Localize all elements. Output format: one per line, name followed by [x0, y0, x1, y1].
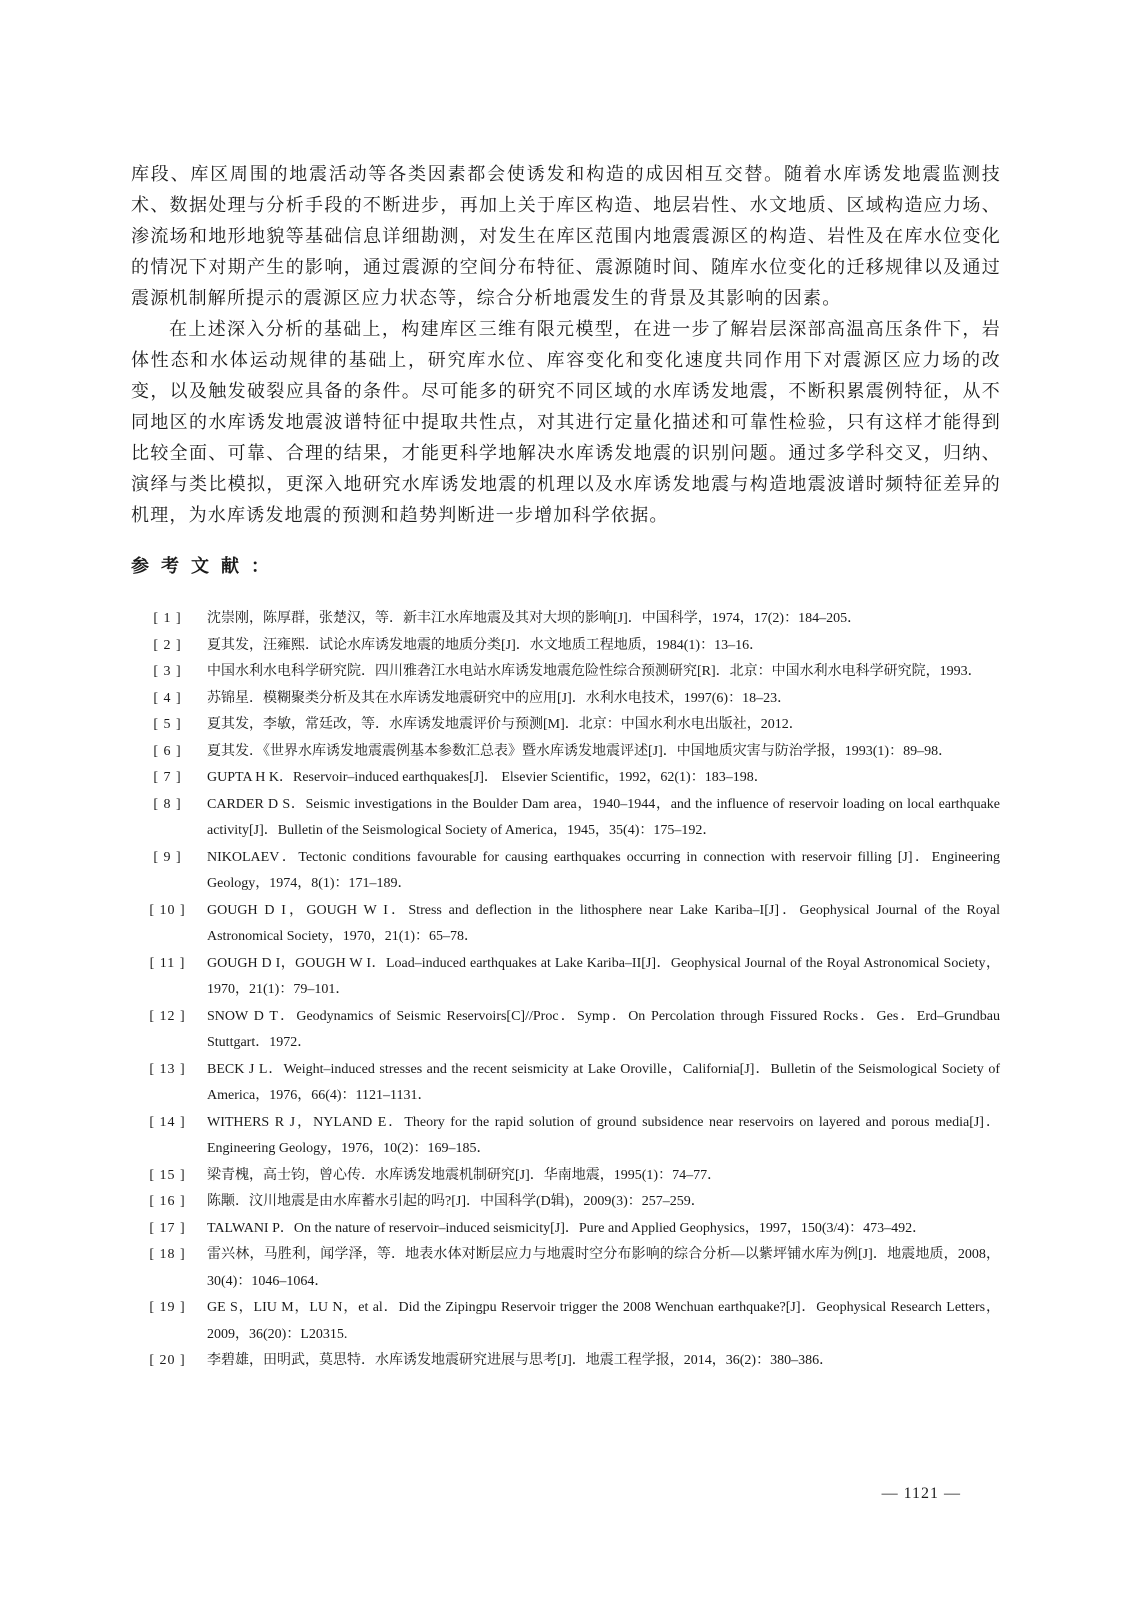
reference-item — [140, 712, 1000, 739]
reference-text: 陈颙．汶川地震是由水库蓄水引起的吗?[J]．中国科学(D辑)，2009(3)：257–259． — [207, 1194, 705, 1209]
reference-text: 李碧雄，田明武，莫思特．水库诱发地震研究进展与思考[J]．地震工程学报，2014，36(2)：380–386． — [207, 1353, 834, 1368]
reference-number: [ 20 ] — [149, 1353, 186, 1368]
reference-item — [140, 606, 1000, 633]
reference-item — [140, 1295, 1000, 1348]
reference-item — [140, 845, 1000, 898]
reference-item — [140, 792, 1000, 845]
reference-item — [140, 951, 1000, 1004]
body-paragraph-1: 库段、库区周围的地震活动等各类因素都会使诱发和构造的成因相互交替。随着水库诱发地震监测技术、数据处理与分析手段的不断进步，再加上关于库区构造、地层岩性、水文地质、区域构造应力场、渗流场和地形地貌等基础信息详细勘测，对发生在库区范围内地震震源区的构造、岩性及在库水位变化的情况下对期产生的影响，通过震源的空间分布特征、震源随时间、随库水位变化的迁移规律以及通过震源机制解所提示的震源区应力状态等，综合分析地震发生的背景及其影响的因素。 — [131, 164, 1001, 309]
reference-number: [ 8 ] — [153, 796, 182, 812]
reference-item — [140, 1110, 1000, 1163]
reference-text: 梁青槐，高士钧，曾心传．水库诱发地震机制研究[J]．华南地震，1995(1)：74–77． — [207, 1167, 722, 1183]
reference-number: [ 9 ] — [153, 849, 182, 865]
reference-item — [140, 898, 1000, 951]
reference-number: [ 5 ] — [153, 717, 182, 732]
reference-item — [140, 739, 1000, 766]
reference-list — [140, 606, 1000, 1375]
reference-text: GE S，LIU M，LU N，et al．Did the Zipingpu Reservoir trigger the 2008 Wenchuan earthquake?[J]．Geophysical Research Letters，2009，36(20)：L20315. — [207, 1300, 1000, 1342]
reference-item — [140, 1004, 1000, 1057]
reference-text: SNOW D T．Geodynamics of Seismic Reservoirs[C]//Proc．Symp．On Percolation through Fissured Rocks．Ges．Erd–Grundbau Stuttgart．1972． — [207, 1008, 1000, 1050]
reference-text: 苏锦星．模糊聚类分析及其在水库诱发地震研究中的应用[J]．水利水电技术，1997(6)：18–23． — [207, 690, 792, 706]
reference-number: [ 11 ] — [149, 955, 186, 971]
reference-number: [ 1 ] — [153, 611, 182, 626]
reference-number: [ 4 ] — [153, 690, 182, 706]
reference-item — [140, 1242, 1000, 1295]
reference-item — [140, 765, 1000, 792]
reference-number: [ 16 ] — [149, 1194, 186, 1209]
reference-text: WITHERS R J，NYLAND E．Theory for the rapid solution of ground subsidence near reservoirs on layered and porous media[J]．Engineering Geology，1976，10(2)：169–185． — [207, 1114, 1000, 1156]
reference-text: 夏其发，李敏，常廷改，等．水库诱发地震评价与预测[M]．北京：中国水利水电出版社，2012． — [207, 717, 803, 732]
reference-text: GOUGH D I，GOUGH W I．Load–induced earthquakes at Lake Kariba–II[J]．Geophysical Journal of the Royal Astronomical Society，1970，21(1)：79–101． — [207, 955, 1000, 997]
reference-text: CARDER D S．Seismic investigations in the Boulder Dam area，1940–1944，and the influence of reservoir loading on local earthquake activity[J]．Bulletin of the Seismological Society of America，1945，35(4)：175–192． — [207, 796, 1000, 838]
reference-item — [140, 1216, 1000, 1243]
reference-item — [140, 1163, 1000, 1190]
reference-text: 沈崇刚，陈厚群，张楚汉，等．新丰江水库地震及其对大坝的影响[J]．中国科学，1974，17(2)：184–205． — [207, 611, 862, 626]
reference-number: [ 17 ] — [149, 1220, 186, 1236]
reference-number: [ 7 ] — [153, 770, 182, 785]
reference-text: 夏其发．《世界水库诱发地震震例基本参数汇总表》暨水库诱发地震评述[J]．中国地质灾害与防治学报，1993(1)：89–98． — [207, 743, 953, 759]
reference-text: GOUGH D I，GOUGH W I．Stress and deflection in the lithosphere near Lake Kariba–I[J]．Geophysical Journal of the Royal Astronomical Society，1970，21(1)：65–78． — [207, 902, 1000, 944]
reference-item — [140, 659, 1000, 686]
reference-text: 雷兴林，马胜利，闻学泽，等．地表水体对断层应力与地震时空分布影响的综合分析—以紫坪铺水库为例[J]．地震地质，2008，30(4)：1046–1064． — [207, 1247, 1000, 1289]
body-paragraph-2: 在上述深入分析的基础上，构建库区三维有限元模型，在进一步了解岩层深部高温高压条件下，岩体性态和水体运动规律的基础上，研究库水位、库容变化和变化速度共同作用下对震源区应力场的改变，以及触发破裂应具备的条件。尽可能多的研究不同区域的水库诱发地震，不断积累震例特征，从不同地区的水库诱发地震波谱特征中提取共性点，对其进行定量化描述和可靠性检验，只有这样才能得到比较全面、可靠、合理的结果，才能更科学地解决水库诱发地震的识别问题。通过多学科交叉，归纳、演绎与类比模拟，更深入地研究水库诱发地震的机理以及水库诱发地震与构造地震波谱时频特征差异的机理，为水库诱发地震的预测和趋势判断进一步增加科学依据。 — [131, 319, 1001, 526]
reference-text: BECK J L．Weight–induced stresses and the recent seismicity at Lake Oroville，California[J]．Bulletin of the Seismological Society of America，1976，66(4)：1121–1131． — [207, 1061, 1000, 1103]
reference-text: NIKOLAEV．Tectonic conditions favourable for causing earthquakes occurring in connection with reservoir filling [J]．Engineering Geology，1974，8(1)：171–189． — [207, 849, 1000, 891]
reference-item — [140, 686, 1000, 713]
reference-number: [ 12 ] — [149, 1008, 186, 1024]
reference-number: [ 19 ] — [149, 1300, 186, 1315]
page-number: — 1121 — — [881, 1485, 961, 1502]
reference-item — [140, 1057, 1000, 1110]
reference-number: [ 10 ] — [149, 902, 186, 918]
reference-text: GUPTA H K．Reservoir–induced earthquakes[J]． Elsevier Scientific，1992，62(1)：183–198． — [207, 770, 768, 785]
reference-number: [ 13 ] — [149, 1061, 186, 1077]
reference-text: 夏其发，汪雍熙．试论水库诱发地震的地质分类[J]．水文地质工程地质，1984(1)：13–16． — [207, 637, 764, 653]
reference-item — [140, 1189, 1000, 1216]
reference-text: 中国水利水电科学研究院．四川雅砻江水电站水库诱发地震危险性综合预测研究[R]．北京：中国水利水电科学研究院，1993． — [207, 664, 982, 679]
reference-item — [140, 1348, 1000, 1375]
reference-number: [ 2 ] — [153, 637, 182, 653]
reference-text: TALWANI P．On the nature of reservoir–induced seismicity[J]．Pure and Applied Geophysics，1997，150(3/4)：473–492． — [207, 1220, 927, 1236]
reference-number: [ 15 ] — [149, 1167, 186, 1183]
reference-number: [ 14 ] — [149, 1114, 186, 1130]
reference-number: [ 6 ] — [153, 743, 182, 759]
reference-number: [ 18 ] — [149, 1247, 186, 1262]
references-heading: 参考文献： — [131, 556, 281, 577]
reference-item — [140, 633, 1000, 660]
reference-number: [ 3 ] — [153, 664, 182, 679]
